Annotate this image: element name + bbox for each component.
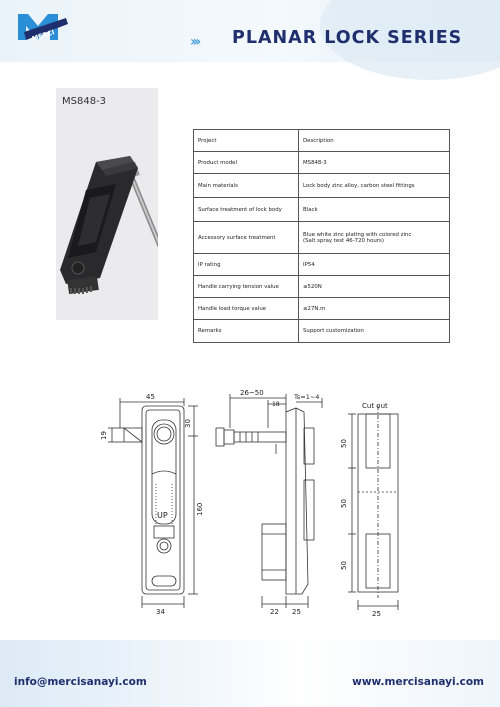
dim-30: 30 bbox=[184, 419, 192, 428]
row-value: Lock body zinc alloy, carbon steel fittings bbox=[299, 174, 450, 198]
logo-text: MERCI bbox=[30, 28, 56, 43]
dim-25: 25 bbox=[292, 608, 301, 616]
dim-50-top: 50 bbox=[340, 439, 348, 448]
footer-email-link[interactable]: info@mercisanayi.com bbox=[14, 676, 147, 688]
row-label: Handle carrying tension value bbox=[194, 276, 299, 298]
row-value: ≤520N bbox=[299, 276, 450, 298]
row-value bbox=[299, 222, 450, 254]
dim-50-bottom: 50 bbox=[340, 561, 348, 570]
table-row bbox=[194, 276, 450, 298]
dim-25-cutout: 25 bbox=[372, 610, 381, 618]
table-header-project: Project bbox=[194, 130, 299, 152]
row-value: MS848-3 bbox=[299, 152, 450, 174]
footer-band bbox=[0, 640, 500, 707]
row-label: Accessory surface treatment bbox=[194, 222, 299, 254]
row-label: IP rating bbox=[194, 254, 299, 276]
dim-ts: Ts=1~4 bbox=[294, 393, 320, 401]
dim-50-mid: 50 bbox=[340, 499, 348, 508]
dim-22: 22 bbox=[270, 608, 279, 616]
dim-26-50: 26~50 bbox=[240, 389, 264, 397]
row-label: Product model bbox=[194, 152, 299, 174]
table-row bbox=[194, 174, 450, 198]
dim-45: 45 bbox=[146, 393, 155, 401]
dim-160: 160 bbox=[196, 502, 204, 516]
row-label: Main materials bbox=[194, 174, 299, 198]
dim-34: 34 bbox=[156, 608, 165, 616]
row-value: IP54 bbox=[299, 254, 450, 276]
table-row bbox=[194, 298, 450, 320]
product-image-card bbox=[56, 88, 158, 320]
dim-18: 18 bbox=[272, 401, 280, 408]
logo-mark-icon bbox=[14, 10, 72, 50]
footer-website-link[interactable]: www.mercisanayi.com bbox=[352, 676, 484, 688]
table-row bbox=[194, 320, 450, 343]
table-header-description: Description bbox=[299, 130, 450, 152]
page-title: PLANAR LOCK SERIES bbox=[232, 28, 463, 48]
product-model-label: MS848-3 bbox=[62, 96, 107, 107]
table-row bbox=[194, 152, 450, 174]
row-value: Support customization bbox=[299, 320, 450, 343]
chevrons-icon: ››› bbox=[190, 34, 199, 50]
technical-drawing bbox=[90, 384, 420, 624]
row-value: ≤27N.m bbox=[299, 298, 450, 320]
table-row bbox=[194, 198, 450, 222]
row-label: Surface treatment of lock body bbox=[194, 198, 299, 222]
row-value-line1: Blue white zinc plating with colored zinc bbox=[303, 231, 412, 238]
cutout-label: Cut out bbox=[362, 402, 388, 410]
lock-photo bbox=[56, 128, 158, 318]
spec-table bbox=[193, 129, 450, 343]
brand-logo bbox=[14, 10, 72, 50]
row-value: Black bbox=[299, 198, 450, 222]
table-row bbox=[194, 222, 450, 254]
table-header-row bbox=[194, 130, 450, 152]
table-row bbox=[194, 254, 450, 276]
row-value-line2: (Salt spray test 46-720 hours) bbox=[303, 237, 384, 244]
up-label: UP bbox=[157, 511, 168, 520]
row-label: Handle load torque value bbox=[194, 298, 299, 320]
dim-19: 19 bbox=[100, 431, 108, 440]
row-label: Remarks bbox=[194, 320, 299, 343]
